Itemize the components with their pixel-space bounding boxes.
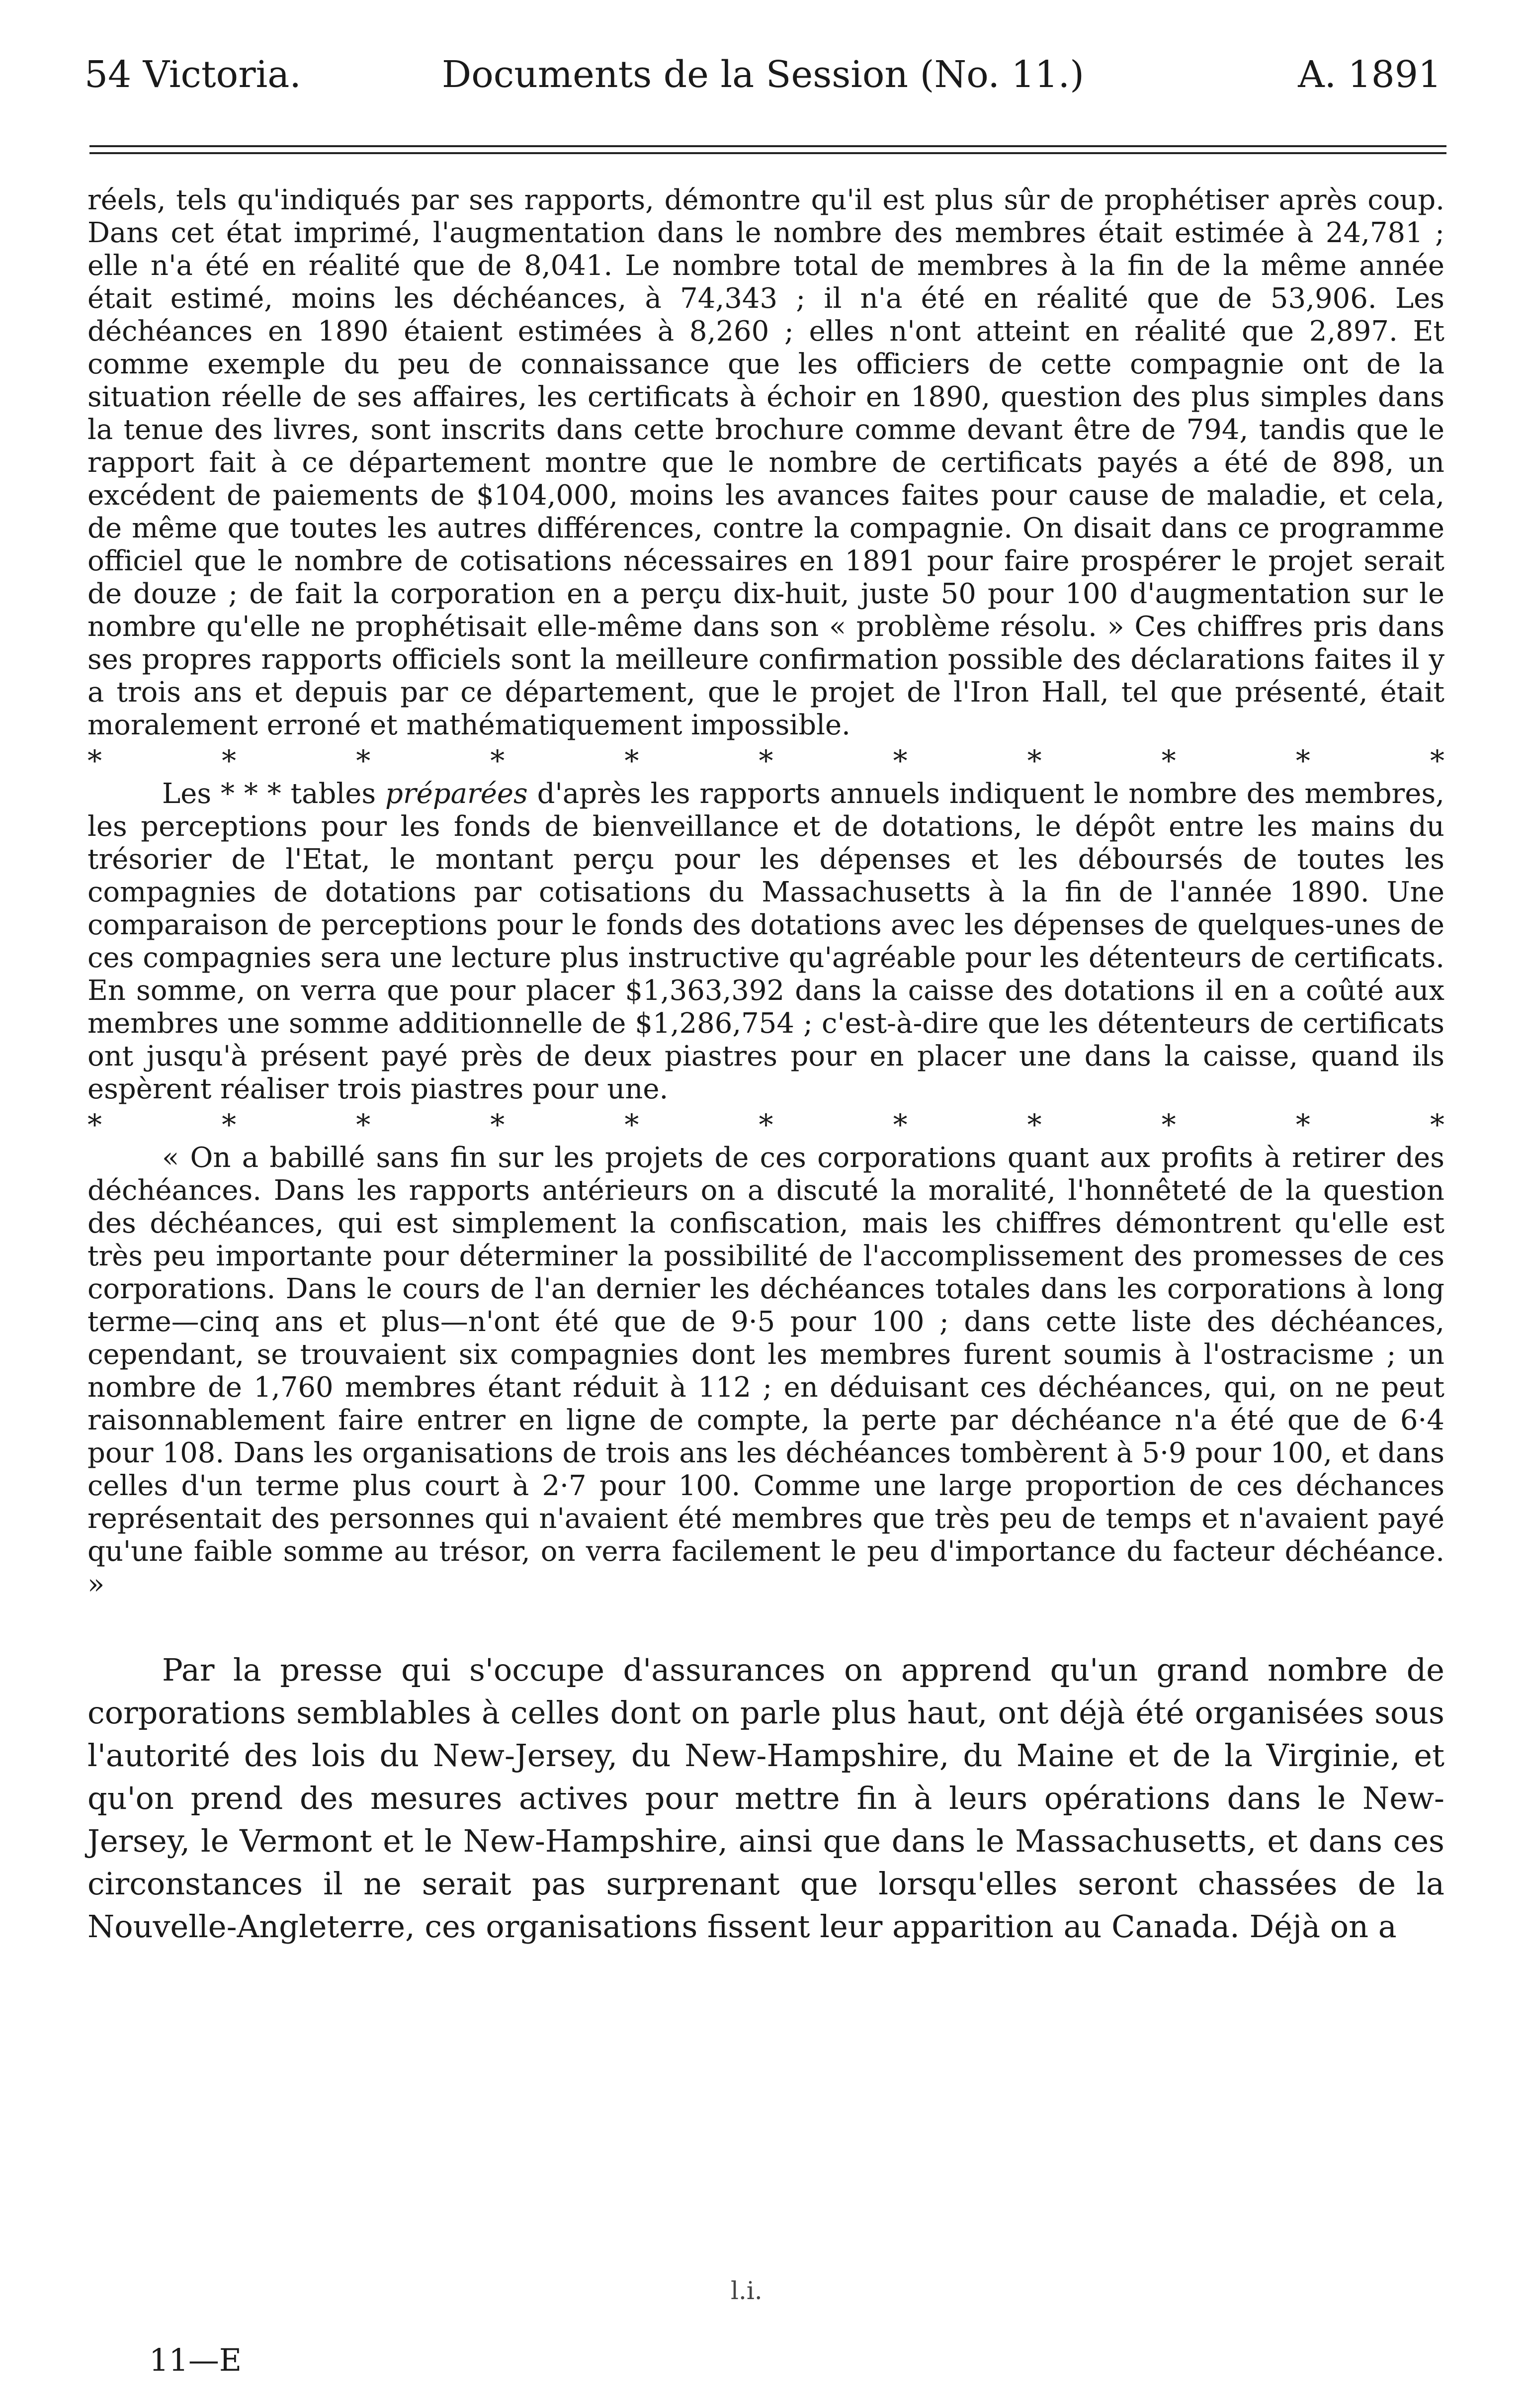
- header-year: A. 1891: [1298, 53, 1441, 96]
- paragraph-tables: [87, 778, 1444, 1106]
- asterisk: *: [759, 744, 773, 778]
- asterisk: *: [1161, 1108, 1176, 1142]
- signature-code: 11—E: [149, 2342, 242, 2378]
- asterisk: *: [1295, 744, 1310, 778]
- asterisk-separator-2: [87, 1108, 1444, 1142]
- asterisk: *: [1430, 1108, 1444, 1142]
- tables-rest: d'après les rapports annuels indiquent le nombre des membres, les perceptions pour les fonds de bienveillance et de dotations, le dépôt entre les mains du trésorier de l'Etat, le montant perçu pour les dépenses et les déboursés de toutes les compagnies de dotations par cotisations du Massachusetts à la fin de l'année 1890. Une comparaison de perceptions pour le fonds des dotations avec les dépenses de quelques-unes de ces compagnies sera une lecture plus instructive qu'agréable pour les détenteurs de certificats. En somme, on verra que pour placer $1,363,392 dans la caisse des dotations il en a coûté aux membres une somme additionnelle de $1,286,754 ; c'est-à-dire que les détenteurs de certificats ont jusqu'à présent payé près de deux piastres pour en placer une dans la caisse, quand ils espèrent réaliser trois piastres pour une.: [87, 778, 1444, 1105]
- header-session: 54 Victoria.: [85, 53, 301, 96]
- asterisk: *: [1027, 744, 1042, 778]
- paragraph-iron-hall: réels, tels qu'indiqués par ses rapports, démontre qu'il est plus sûr de prophétiser après coup. Dans cet état imprimé, l'augmentation dans le nombre des membres était estimée à 24,781 ; elle n'a été en réalité que de 8,041. Le nombre total de membres à la fin de la même année était estimé, moins les déchéances, à 74,343 ; il n'a été en réalité que de 53,906. Les déchéances en 1890 étaient estimées à 8,260 ; elles n'ont atteint en réalité que 2,897. Et comme exemple du peu de connaissance que les officiers de cette compagnie ont de la situation réelle de ses affaires, les certificats à échoir en 1890, question des plus simples dans la tenue des livres, sont inscrits dans cette brochure comme devant être de 794, tandis que le rapport fait à ce département montre que le nombre de certificats payés a été de 898, un excédent de paiements de $104,000, moins les avances faites pour cause de maladie, et cela, de même que toutes les autres différences, contre la compagnie. On disait dans ce programme officiel que le nombre de cotisations nécessaires en 1891 pour faire prospérer le projet serait de douze ; de fait la corporation en a perçu dix-huit, juste 50 pour 100 d'augmentation sur le nombre qu'elle ne prophétisait elle-même dans son « problème résolu. » Ces chiffres pris dans ses propres rapports officiels sont la meilleure confirmation possible des déclarations faites il y a trois ans et depuis par ce département, que le projet de l'Iron Hall, tel que présenté, était moralement erroné et mathématiquement impossible.: [87, 184, 1444, 741]
- paragraph-insurance-press: Par la presse qui s'occupe d'assurances on apprend qu'un grand nombre de corporations semblables à celles dont on parle plus haut, ont déjà été organisées sous l'autorité des lois du New-Jersey, du New-Hampshire, du Maine et de la Virginie, et qu'on prend des mesures actives pour mettre fin à leurs opérations dans le New-Jersey, le Vermont et le New-Hampshire, ainsi que dans le Massachusetts, et dans ces circonstances il ne serait pas surprenant que lorsqu'elles seront chassées de la Nouvelle-Angleterre, ces organisations fissent leur apparition au Canada. Déjà on a: [87, 1652, 1444, 1945]
- header-rule-bottom: [89, 152, 1446, 154]
- asterisk: *: [759, 1108, 773, 1142]
- header-double-rule: [89, 145, 1446, 159]
- printer-mark: l.i.: [731, 2276, 762, 2305]
- asterisk: *: [1027, 1108, 1042, 1142]
- asterisk: *: [490, 1108, 505, 1142]
- tables-italic-word: préparées: [385, 778, 528, 810]
- header-rule-top: [89, 145, 1446, 147]
- asterisk: *: [222, 1108, 237, 1142]
- asterisk-separator-1: [87, 744, 1444, 778]
- running-header: [85, 47, 1441, 102]
- asterisk: *: [356, 1108, 371, 1142]
- asterisk: *: [1295, 1108, 1310, 1142]
- header-title: Documents de la Session (No. 11.): [441, 53, 1085, 96]
- asterisk: *: [222, 744, 237, 778]
- asterisk: *: [87, 744, 102, 778]
- paragraph-quote-forfeitures: « On a babillé sans fin sur les projets de ces corporations quant aux profits à retirer des déchéances. Dans les rapports antérieurs on a discuté la moralité, l'honnêteté de la question des déchéances, qui est simplement la confiscation, mais les chiffres démontrent qu'elle est très peu importante pour déterminer la possibilité de l'accomplissement des promesses de ces corporations. Dans le cours de l'an dernier les déchéances totales dans les corporations à long terme—cinq ans et plus—n'ont été que de 9·5 pour 100 ; dans cette liste des déchéances, cependant, se trouvaient six compagnies dont les membres furent soumis à l'ostracisme ; un nombre de 1,760 membres étant réduit à 112 ; en déduisant ces déchéances, qui, on ne peut raisonnablement faire entrer en ligne de compte, la perte par déchéance n'a été que de 6·4 pour 108. Dans les organisations de trois ans les déchéances tombèrent à 5·9 pour 100, et dans celles d'un terme plus court à 2·7 pour 100. Comme une large proportion de ces déchances représentait des personnes qui n'avaient été membres que très peu de temps et n'avaient payé qu'une faible somme au trésor, on verra facilement le peu d'importance du facteur déchéance. »: [87, 1142, 1444, 1601]
- asterisk: *: [624, 744, 639, 778]
- page-body: [87, 184, 1444, 1948]
- asterisk: *: [87, 1108, 102, 1142]
- asterisk: *: [356, 744, 371, 778]
- asterisk: *: [1161, 744, 1176, 778]
- asterisk: *: [490, 744, 505, 778]
- asterisk: *: [893, 1108, 908, 1142]
- asterisk: *: [1430, 744, 1444, 778]
- tables-lead: Les * * * tables: [162, 778, 385, 810]
- asterisk: *: [893, 744, 908, 778]
- asterisk: *: [624, 1108, 639, 1142]
